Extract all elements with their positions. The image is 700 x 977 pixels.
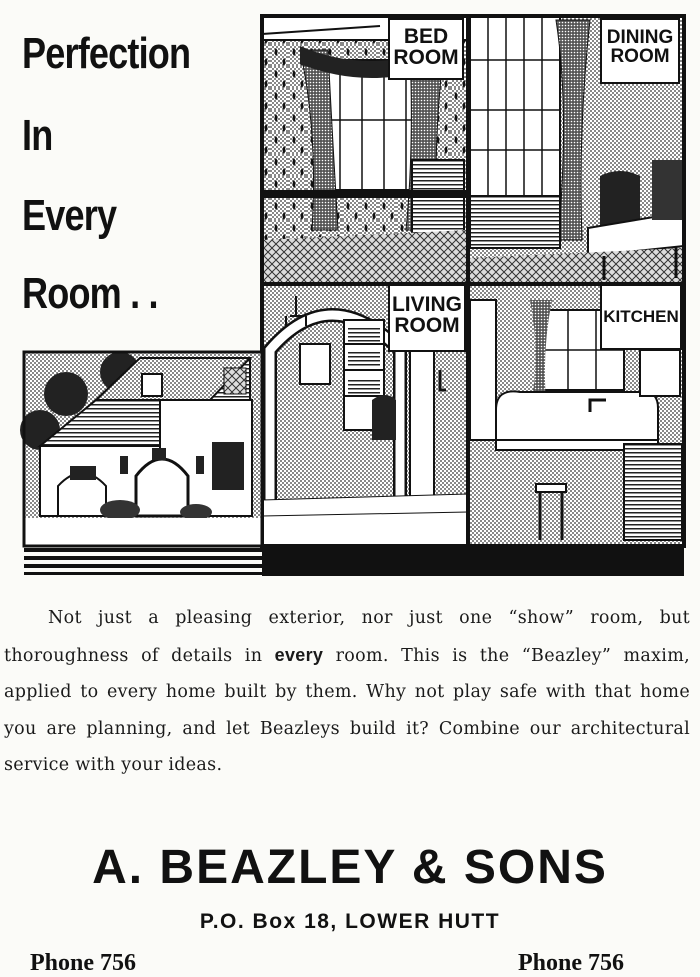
headline-line-1: Perfection (22, 29, 191, 78)
living-label-line-2: ROOM (394, 314, 460, 337)
living-label-line-1: LIVING (391, 293, 462, 316)
bedroom-label-line-1: BED (403, 25, 449, 48)
dining-label-line-2: ROOM (610, 46, 670, 67)
dining-label (600, 18, 680, 84)
bedroom-label (388, 18, 464, 80)
company-name: A. BEAZLEY & SONS (92, 841, 608, 894)
dining-label-line-1: DINING (606, 27, 674, 48)
body-copy-part-2: room. This is the “Beazley” maxim, applied to every home built by them. Why not play safe with that home you are planning, and let Beazleys build it? Combine our architectural service with your ideas. (4, 645, 690, 775)
phone-left: Phone 756 (30, 950, 137, 976)
kitchen-label (600, 284, 682, 350)
headline-line-2: In (22, 111, 53, 160)
headline-line-4: Room . . (22, 269, 158, 318)
headline-line-3: Every (22, 191, 117, 240)
body-copy-part-1: Not just a pleasing exterior, nor just one “show” room, but thoroughness of details in (4, 608, 690, 666)
living-label (388, 284, 466, 352)
company-address: P.O. Box 18, LOWER HUTT (199, 910, 501, 933)
body-copy-emphasis: every (274, 644, 324, 665)
bedroom-label-line-2: ROOM (393, 46, 459, 69)
house-exterior (20, 352, 262, 575)
phone-right: Phone 756 (518, 950, 625, 976)
kitchen-label-line-1: KITCHEN (603, 307, 679, 326)
body-copy (4, 600, 690, 784)
